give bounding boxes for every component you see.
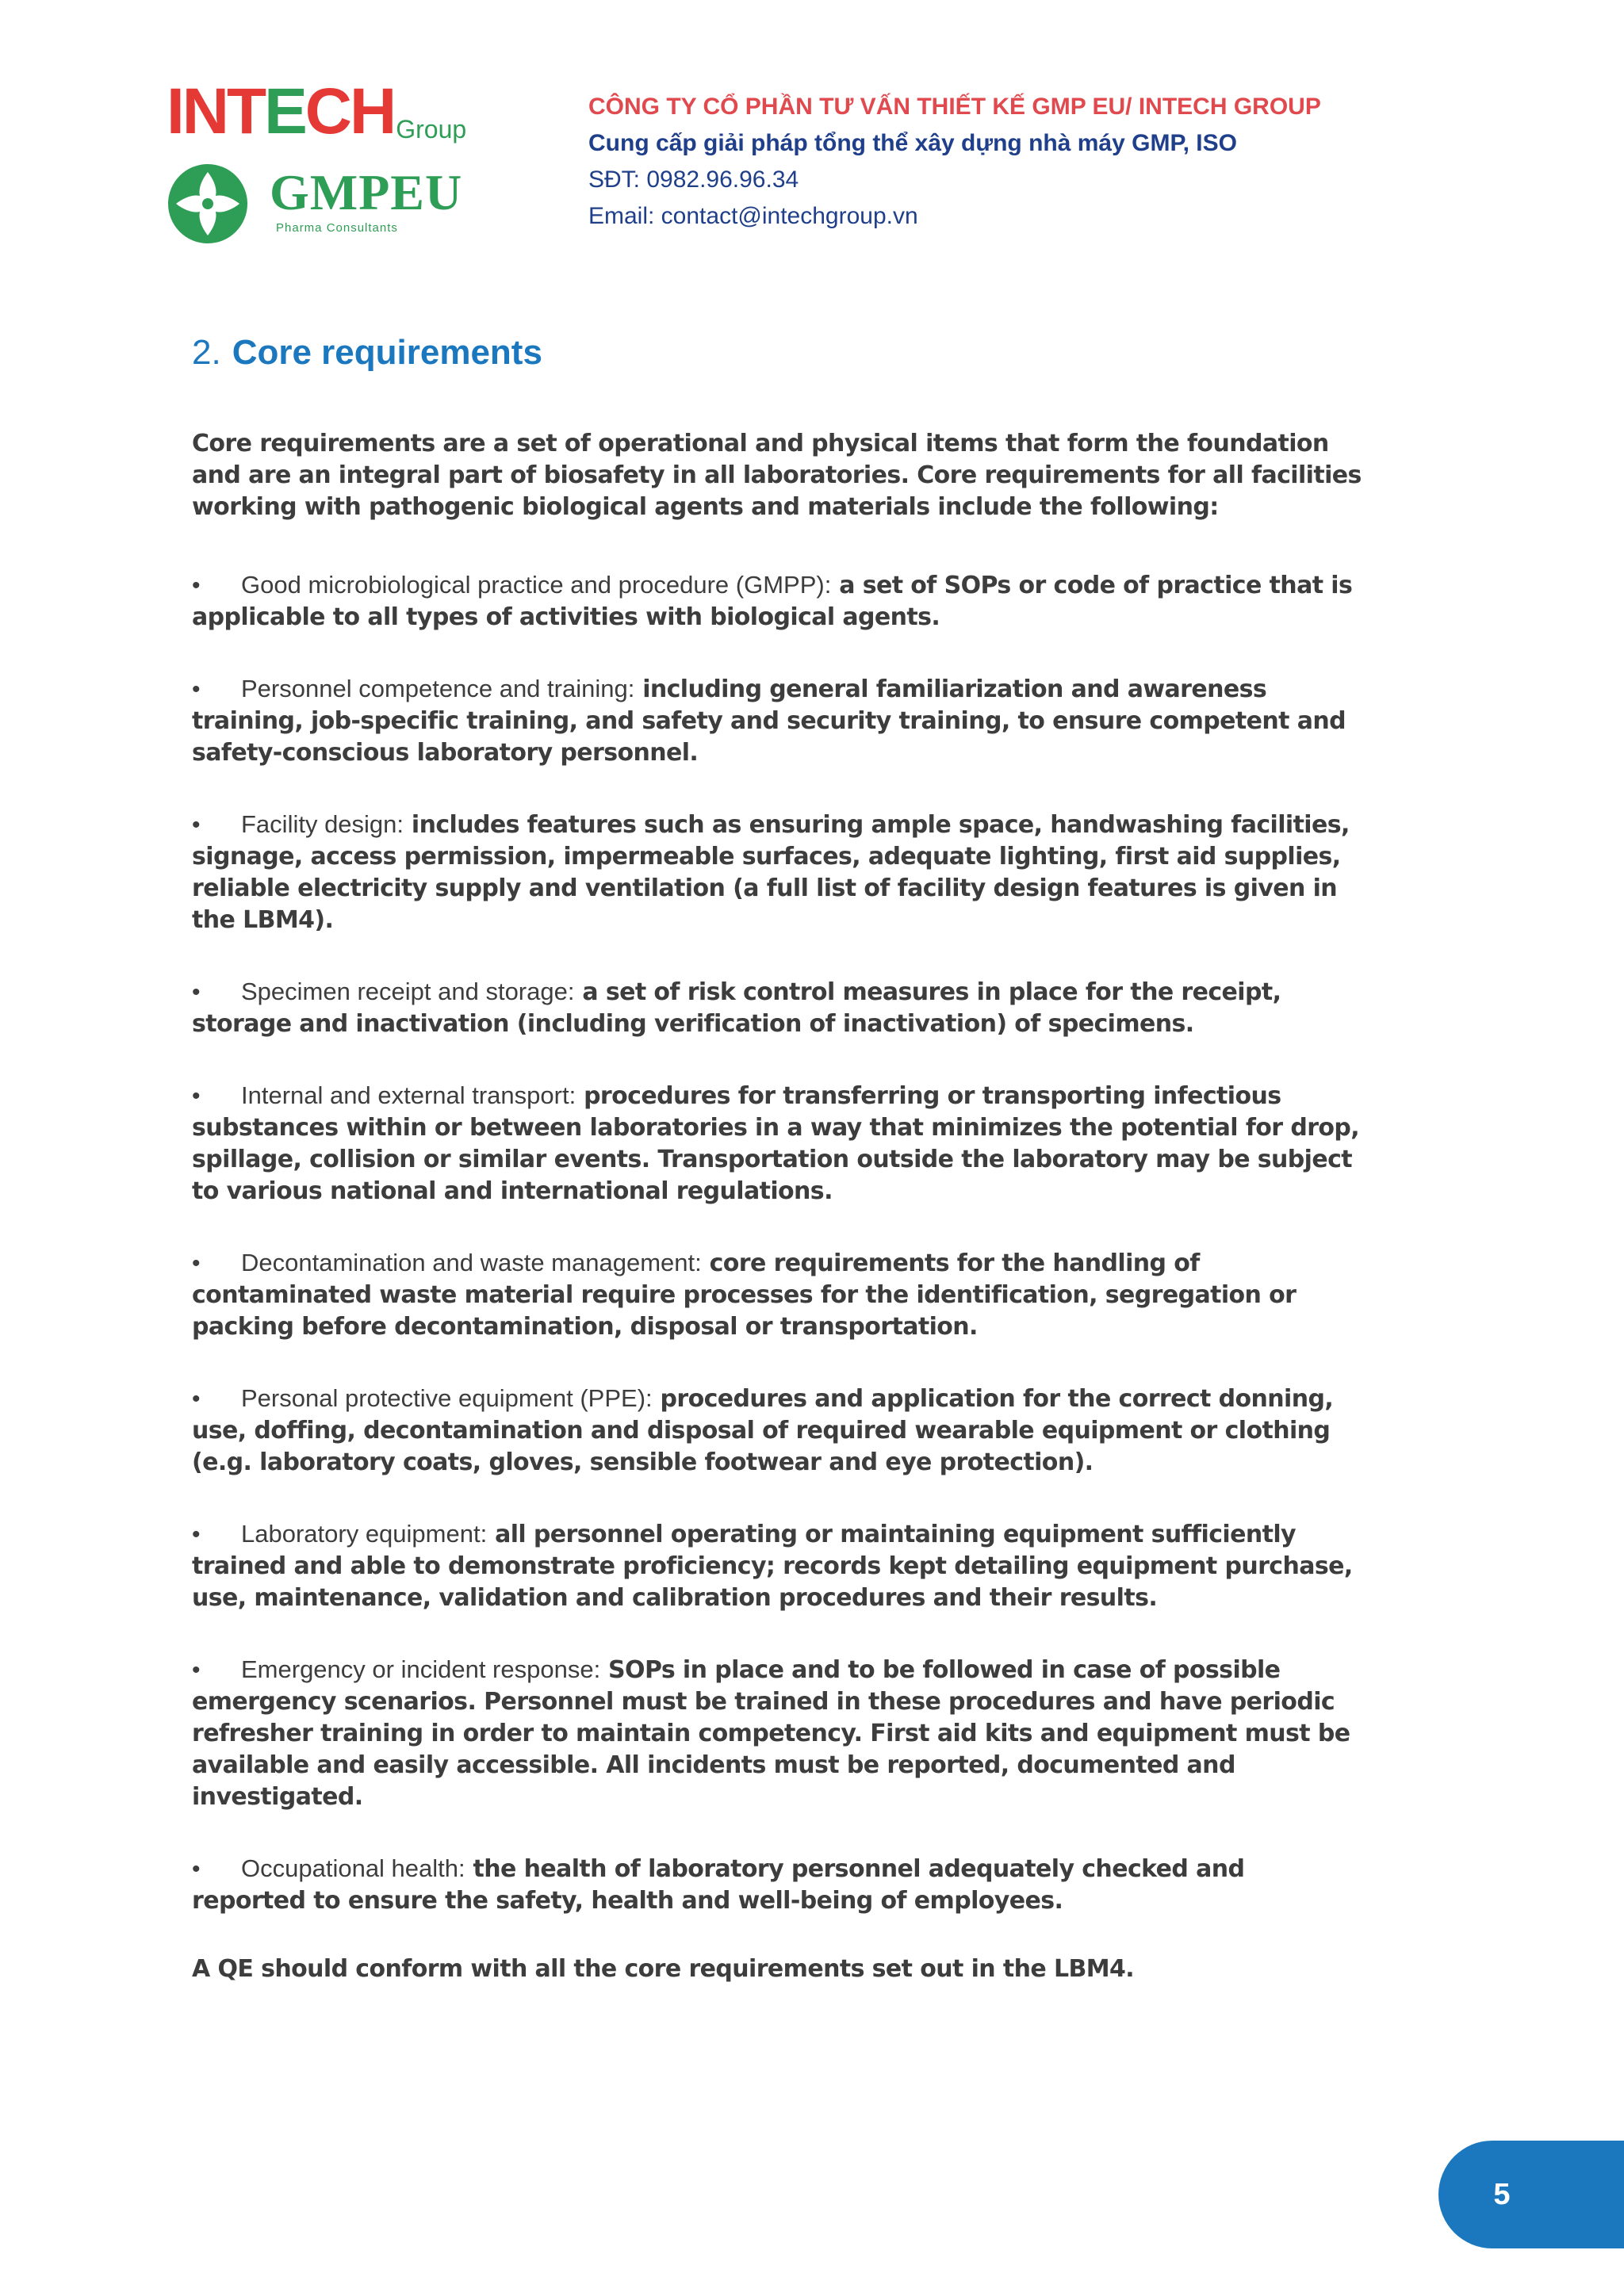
header-logos — [167, 75, 468, 246]
bullet-icon: • — [192, 572, 200, 599]
bullet-term: Decontamination and waste management: — [241, 1249, 702, 1276]
list-item — [192, 809, 1365, 936]
bullet-term: Personal protective equipment (PPE): — [241, 1384, 653, 1412]
section-heading — [192, 333, 542, 373]
list-item — [192, 976, 1365, 1040]
bullet-text: procedures for transferring or transporting infectious substances within or between laboratories in a way that minimizes the potential for drop, spillage, collision or similar events. Transportation outside the laboratory may be subject to various national and international regulations. — [192, 1082, 1360, 1205]
list-item — [192, 1853, 1365, 1917]
bullet-icon: • — [192, 1386, 200, 1412]
bullet-text: including general familiarization and awareness training, job-specific training, and safety and security training, to ensure competent and safety-conscious laboratory personnel. — [192, 675, 1346, 767]
company-tagline: Cung cấp giải pháp tổng thể xây dựng nhà máy GMP, ISO — [588, 130, 1237, 156]
bullet-icon: • — [192, 1250, 200, 1276]
bullet-icon: • — [192, 676, 200, 702]
bullet-text: includes features such as ensuring ample space, handwashing facilities, signage, access permission, impermeable surfaces, adequate lighting, first aid supplies, reliable electricity supply and ventilation (a full list of facility design features is given in the LBM4). — [192, 811, 1350, 934]
bullet-term: Personnel competence and training: — [241, 675, 635, 702]
list-item — [192, 1518, 1365, 1614]
company-phone: SĐT: 0982.96.96.34 — [588, 166, 799, 193]
bullet-term: Facility design: — [241, 810, 404, 838]
bullet-icon: • — [192, 1856, 200, 1882]
bullet-term: Occupational health: — [241, 1854, 465, 1882]
bullet-term: Good microbiological practice and procedure (GMPP): — [241, 571, 832, 599]
bullet-text: core requirements for the handling of contaminated waste material require processes for the identification, segregation or packing before decontamination, disposal or transportation. — [192, 1249, 1297, 1341]
list-item — [192, 1383, 1365, 1479]
list-item — [192, 1080, 1365, 1207]
intro-paragraph: Core requirements are a set of operational and physical items that form the foundation and are an integral part of biosafety in all laboratories. Core requirements for all facilities working with pathogenic biological agents and materials include the following: — [192, 430, 1362, 521]
section-number: 2. — [192, 333, 221, 372]
bullet-term: Laboratory equipment: — [241, 1520, 488, 1548]
gmpeu-logo — [167, 163, 468, 246]
intech-group-logo — [167, 75, 467, 147]
document-body — [192, 428, 1365, 1985]
company-name: CÔNG TY CỔ PHẦN TƯ VẤN THIẾT KẾ GMP EU/ INTECH GROUP — [588, 94, 1321, 120]
leaf-emblem-icon — [167, 163, 249, 245]
bullet-term: Internal and external transport: — [241, 1081, 576, 1109]
bullet-icon: • — [192, 812, 200, 838]
intech-logo-suffix: Group — [396, 115, 467, 144]
page-number: 5 — [1493, 2178, 1511, 2211]
bullet-text: SOPs in place and to be followed in case of possible emergency scenarios. Personnel must be trained in these procedures and have periodic refresher training in order to maintain competency. First aid kits and equipment must be available and easily accessible. All incidents must be reported, documented and investigated. — [192, 1656, 1350, 1811]
bullet-icon: • — [192, 1521, 200, 1548]
bullet-text: the health of laboratory personnel adequately checked and reported to ensure the safety, health and well-being of employees. — [192, 1855, 1245, 1915]
bullet-term: Emergency or incident response: — [241, 1655, 601, 1683]
section-title: Core requirements — [232, 333, 542, 372]
bullet-icon: • — [192, 979, 200, 1005]
list-item — [192, 569, 1365, 633]
bullet-text: a set of risk control measures in place for the receipt, storage and inactivation (including verification of inactivation) of specimens. — [192, 978, 1281, 1038]
requirements-list — [192, 569, 1365, 1917]
list-item — [192, 1247, 1365, 1343]
company-email: Email: contact@intechgroup.vn — [588, 203, 918, 229]
company-info — [588, 89, 1461, 235]
page-number-tab — [1438, 2141, 1624, 2248]
closing-paragraph: A QE should conform with all the core requirements set out in the LBM4. — [192, 1955, 1135, 1983]
bullet-text: all personnel operating or maintaining equipment sufficiently trained and able to demonstrate proficiency; records kept detailing equipment purchase, use, maintenance, validation and calibration procedures and their results. — [192, 1521, 1353, 1612]
bullet-text: a set of SOPs or code of practice that is applicable to all types of activities with biological agents. — [192, 572, 1353, 631]
bullet-text: procedures and application for the correct donning, use, doffing, decontamination and disposal of required wearable equipment or clothing (e.g. laboratory coats, gloves, sensible footwear and eye protection). — [192, 1385, 1334, 1476]
intech-logo-word: INTECH — [167, 75, 395, 147]
bullet-term: Specimen receipt and storage: — [241, 978, 575, 1005]
bullet-icon: • — [192, 1083, 200, 1109]
gmpeu-logo-tagline: Pharma Consultants — [276, 221, 398, 235]
list-item — [192, 673, 1365, 769]
gmpeu-logo-word: GMPEU — [270, 164, 463, 220]
list-item — [192, 1654, 1365, 1813]
bullet-icon: • — [192, 1657, 200, 1683]
